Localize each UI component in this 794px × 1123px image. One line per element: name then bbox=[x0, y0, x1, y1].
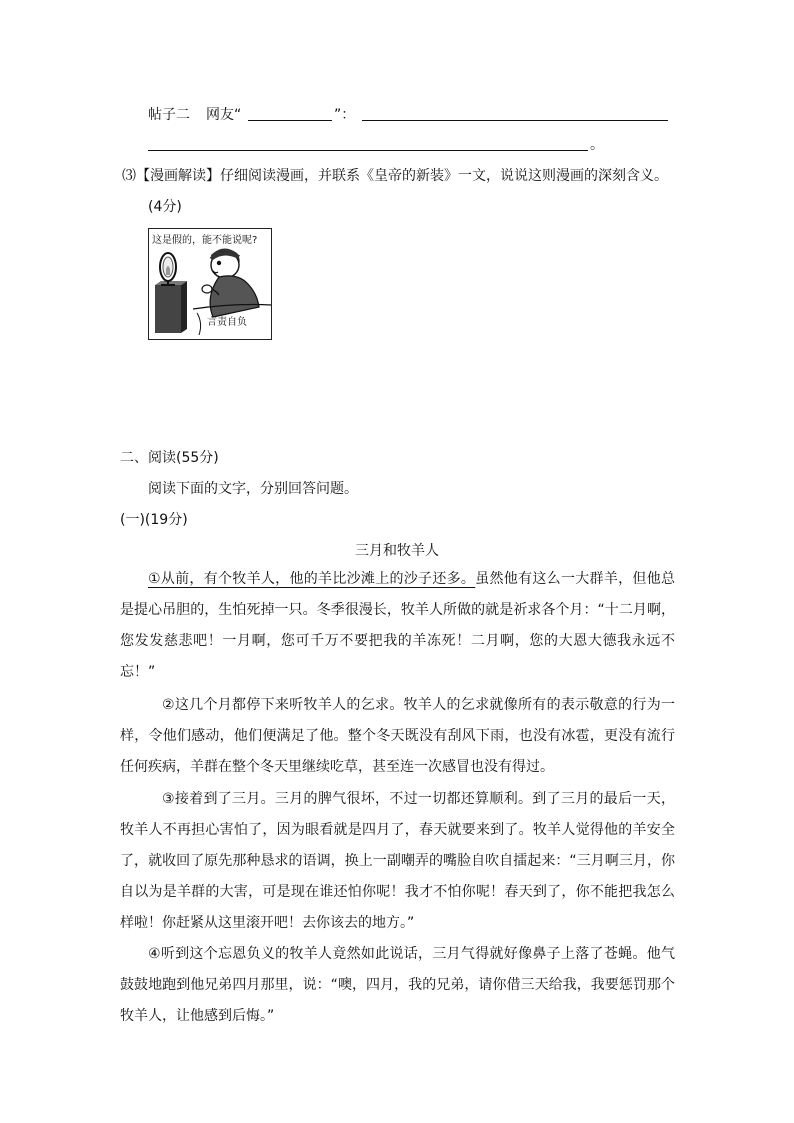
pedestal-side bbox=[181, 281, 187, 333]
reading-part-1: (一)(19分) bbox=[120, 512, 188, 528]
story-paragraph-2: ②这几个月都停下来听牧羊人的乞求。牧羊人的乞求就像所有的表示敬意的行为一样，令他们感动，他们便满足了他。整个冬天既没有刮风下雨，也没有冰雹，更没有流行任何疾病，羊群在整个冬天里继续吃草，甚至连一次感冒也没有得过。 bbox=[120, 697, 675, 775]
story-paragraph-4: ④听到这个忘恩负义的牧羊人竟然如此说话，三月气得就好像鼻子上落了苍蝇。他气鼓鼓地跑到他兄弟四月那里，说：“噢，四月，我的兄弟，请你借三天给我，我要惩罚那个牧羊人，让他感到后悔。” bbox=[120, 946, 675, 1024]
cartoon-image bbox=[148, 228, 272, 340]
netizen-suffix: ”： bbox=[334, 107, 356, 123]
post2-end-mark: 。 bbox=[590, 137, 604, 153]
cartoon-bottom-caption: 言责自负 bbox=[207, 317, 247, 328]
pedestal-front bbox=[155, 285, 181, 333]
cartoon-top-caption: 这是假的，能不能说呢? bbox=[152, 235, 258, 246]
man-hand bbox=[202, 285, 212, 293]
netizen-comment-blank-2[interactable] bbox=[148, 150, 588, 151]
story-paragraph-1 bbox=[120, 564, 675, 688]
question-3: ⑶【漫画解读】仔细阅读漫画，并联系《皇帝的新装》一文，说说这则漫画的深刻含义。 bbox=[122, 168, 668, 184]
question-3-score: (4分) bbox=[148, 199, 182, 215]
man-shirt bbox=[210, 276, 259, 317]
netizen-name-blank[interactable] bbox=[248, 120, 332, 121]
section-2-heading: 二、阅读(55分) bbox=[120, 450, 219, 466]
story-title: 三月和牧羊人 bbox=[355, 543, 439, 559]
post2-label: 帖子二 bbox=[148, 107, 190, 123]
paragraph-1-rest: 虽然他有这么一大群羊，但他总是提心吊胆的，生怕死掉一只。冬季很漫长，牧羊人所做的就是祈求各个月：“十二月啊，您发发慈悲吧！一月啊，您可千万不要把我的羊冻死！二月啊，您的大恩大德我永远不忘！” bbox=[120, 571, 675, 680]
story-paragraph-3: ③接着到了三月。三月的脾气很坏，不过一切都还算顺利。到了三月的最后一天，牧羊人不再担心害怕了，因为眼看就是四月了，春天就要来到了。牧羊人觉得他的羊安全了，就收回了原先那种恳求的语调，换上一副嘲弄的嘴脸自吹自擂起来：“三月啊三月，你自以为是羊群的大害，可是现在谁还怕你呢！我才不怕你呢！春天到了，你不能把我怎么样啦！你赶紧从这里滚开吧！去你该去的地方。” bbox=[120, 791, 675, 931]
netizen-prefix: 网友“ bbox=[206, 107, 242, 123]
underlined-sentence: ①从前，有个牧羊人，他的羊比沙滩上的沙子还多。 bbox=[148, 571, 476, 587]
netizen-comment-blank-1[interactable] bbox=[362, 120, 668, 121]
section-2-instruction: 阅读下面的文字，分别回答问题。 bbox=[148, 481, 358, 497]
man-eye bbox=[217, 261, 221, 265]
